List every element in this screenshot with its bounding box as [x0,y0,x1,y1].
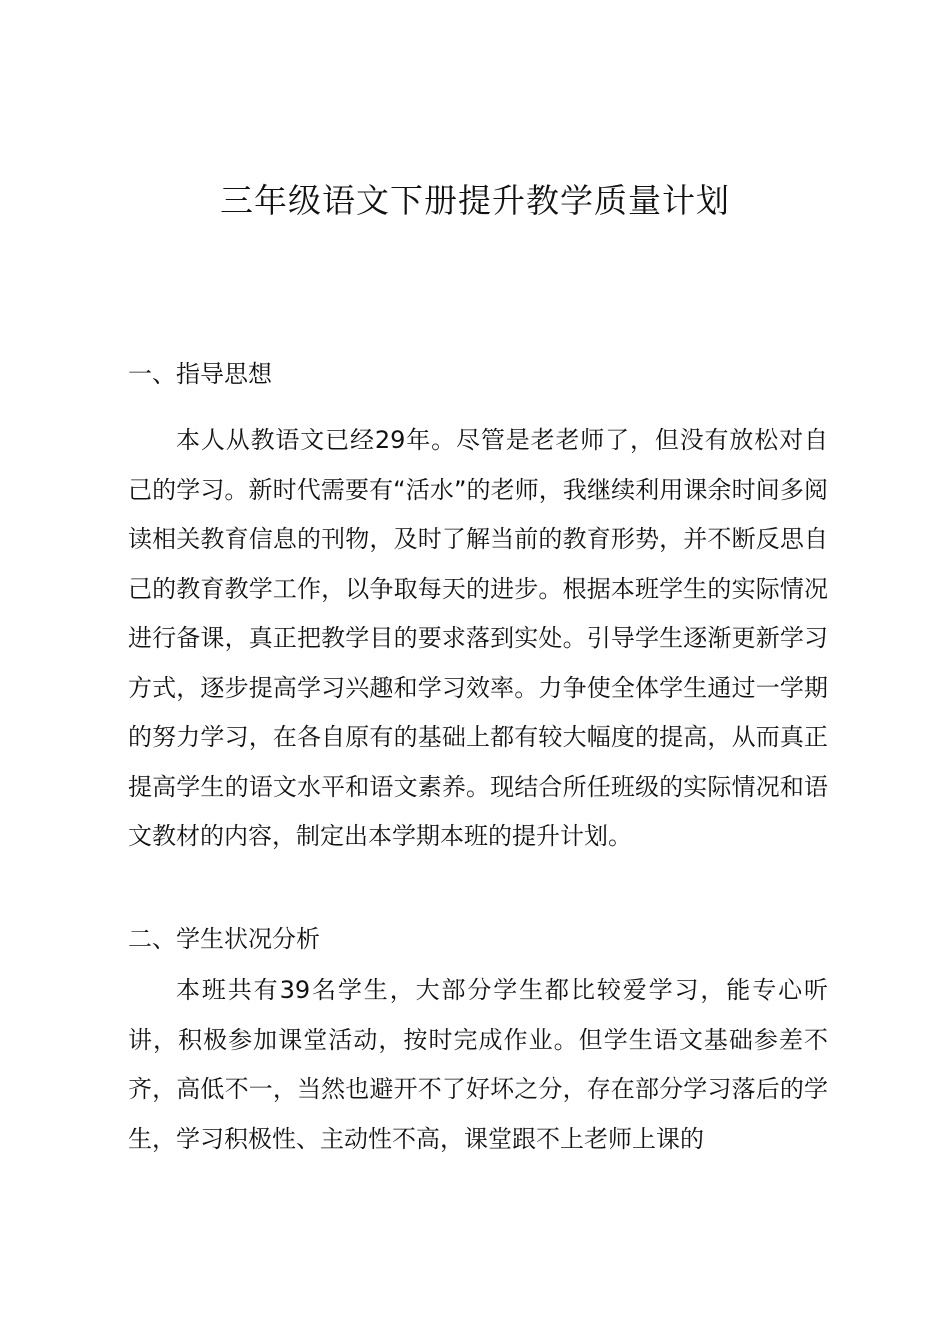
section-heading-guiding-thought: 一、指导思想 [128,360,272,388]
section-paragraph-guiding-thought: 本人从教语文已经29年。尽管是老老师了，但没有放松对自己的学习。新时代需要有“活水”的老师，我继续利用课余时间多阅读相关教育信息的刊物，及时了解当前的教育形势，并不断反思自己的教育教学工作，以争取每天的进步。根据本班学生的实际情况进行备课，真正把教学目的要求落到实处。引导学生逐渐更新学习方式，逐步提高学习兴趣和学习效率。力争使全体学生通过一学期的努力学习，在各自原有的基础上都有较大幅度的提高，从而真正提高学生的语文水平和语文素养。现结合所任班级的实际情况和语文教材的内容，制定出本学期本班的提升计划。 [128,426,828,850]
section-heading-student-analysis: 二、学生状况分析 [128,925,320,953]
section-paragraph-student-analysis: 本班共有39名学生，大部分学生都比较爱学习，能专心听讲，积极参加课堂活动，按时完成作业。但学生语文基础参差不齐，高低不一，当然也避开不了好坏之分，存在部分学习落后的学生，学习积极性、主动性不高，课堂跟不上老师上课的 [128,976,828,1153]
document-title: 三年级语文下册提升教学质量计划 [220,181,730,220]
